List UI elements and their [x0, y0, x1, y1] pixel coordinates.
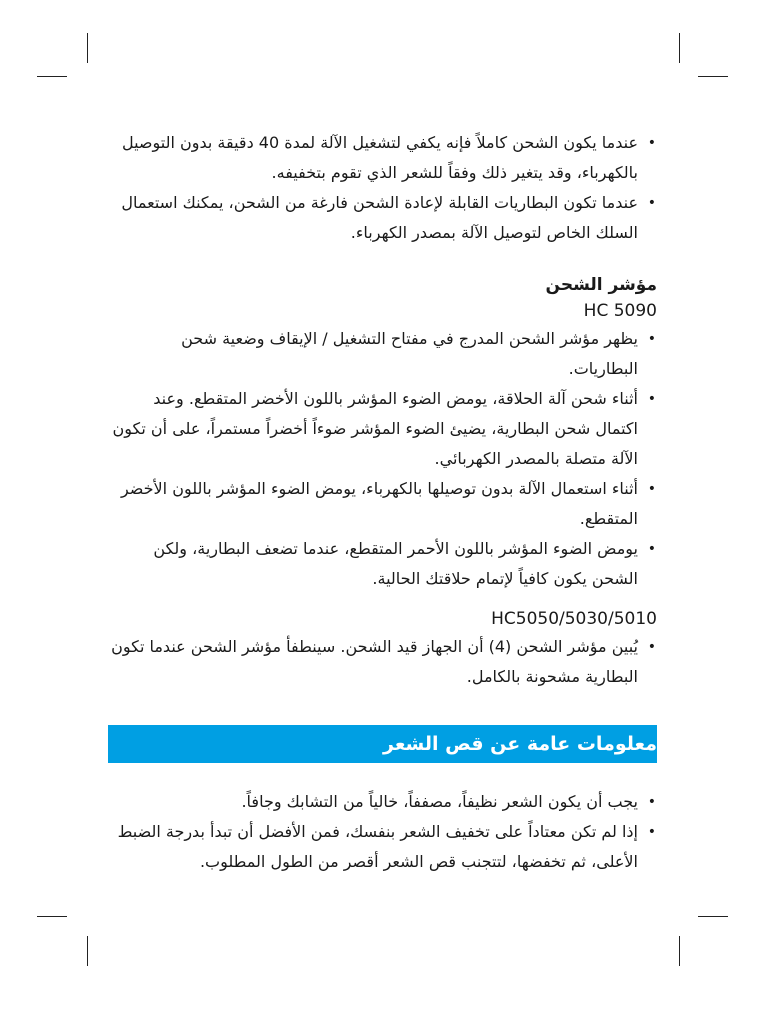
section-banner — [108, 725, 657, 763]
crop-mark-top-right-horizontal — [698, 76, 728, 77]
crop-mark-bottom-left-horizontal — [37, 916, 67, 917]
model-label-hc5090: HC 5090 — [583, 301, 657, 321]
list-item: • عندما يكون الشحن كاملاً فإنه يكفي لتشغيل الآلة لمدة 40 دقيقة بدون التوصيل بالكهرباء، وقد يتغير ذلك وفقاً للشعر الذي تقوم بتخفيفه. — [108, 128, 657, 188]
crop-mark-bottom-right-vertical — [679, 936, 680, 966]
list-item: • يُبين مؤشر الشحن (4) أن الجهاز قيد الشحن. سينطفأ مؤشر الشحن عندما تكون البطارية مشحونة بالكامل. — [108, 632, 657, 692]
section-banner-title: معلومات عامة عن قص الشعر — [383, 733, 657, 755]
charge-bullet-list-a — [108, 324, 657, 594]
model-label-hc5050-5030-5010: HC5050/5030/5010 — [491, 609, 657, 629]
crop-mark-top-right-vertical — [679, 33, 680, 63]
document-body — [108, 128, 657, 877]
crop-mark-bottom-left-vertical — [87, 936, 88, 966]
crop-mark-top-left-horizontal — [37, 76, 67, 77]
crop-mark-bottom-right-horizontal — [698, 916, 728, 917]
crop-mark-top-left-vertical — [87, 33, 88, 63]
list-item: • يومض الضوء المؤشر باللون الأحمر المتقطع، عندما تضعف البطارية، ولكن الشحن يكون كافياً لإتمام حلاقتك الحالية. — [108, 534, 657, 594]
list-item: • إذا لم تكن معتاداً على تخفيف الشعر بنفسك، فمن الأفضل أن تبدأ بدرجة الضبط الأعلى، ثم تخفضها، لتتجنب قص الشعر أقصر من الطول المطلوب. — [108, 817, 657, 877]
list-item: • يجب أن يكون الشعر نظيفاً، مصففاً، خالياً من التشابك وجافاً. — [108, 787, 657, 817]
list-item: • عندما تكون البطاريات القابلة لإعادة الشحن فارغة من الشحن، يمكنك استعمال السلك الخاص لتوصيل الآلة بمصدر الكهرباء. — [108, 188, 657, 248]
charge-indicator-heading: مؤشر الشحن — [545, 275, 657, 295]
list-item: • يظهر مؤشر الشحن المدرج في مفتاح التشغيل / الإيقاف وضعية شحن البطاريات. — [108, 324, 657, 384]
list-item: • أثناء شحن آلة الحلاقة، يومض الضوء المؤشر باللون الأخضر المتقطع. وعند اكتمال شحن البطارية، يضيئ الضوء المؤشر ضوءاً أخضراً مستمراً، على أن تكون الآلة متصلة بالمصدر الكهربائي. — [108, 384, 657, 474]
intro-bullet-list — [108, 128, 657, 248]
general-bullet-list — [108, 787, 657, 877]
list-item: • أثناء استعمال الآلة بدون توصيلها بالكهرباء، يومض الضوء المؤشر باللون الأخضر المتقطع. — [108, 474, 657, 534]
charge-bullet-list-b — [108, 632, 657, 692]
